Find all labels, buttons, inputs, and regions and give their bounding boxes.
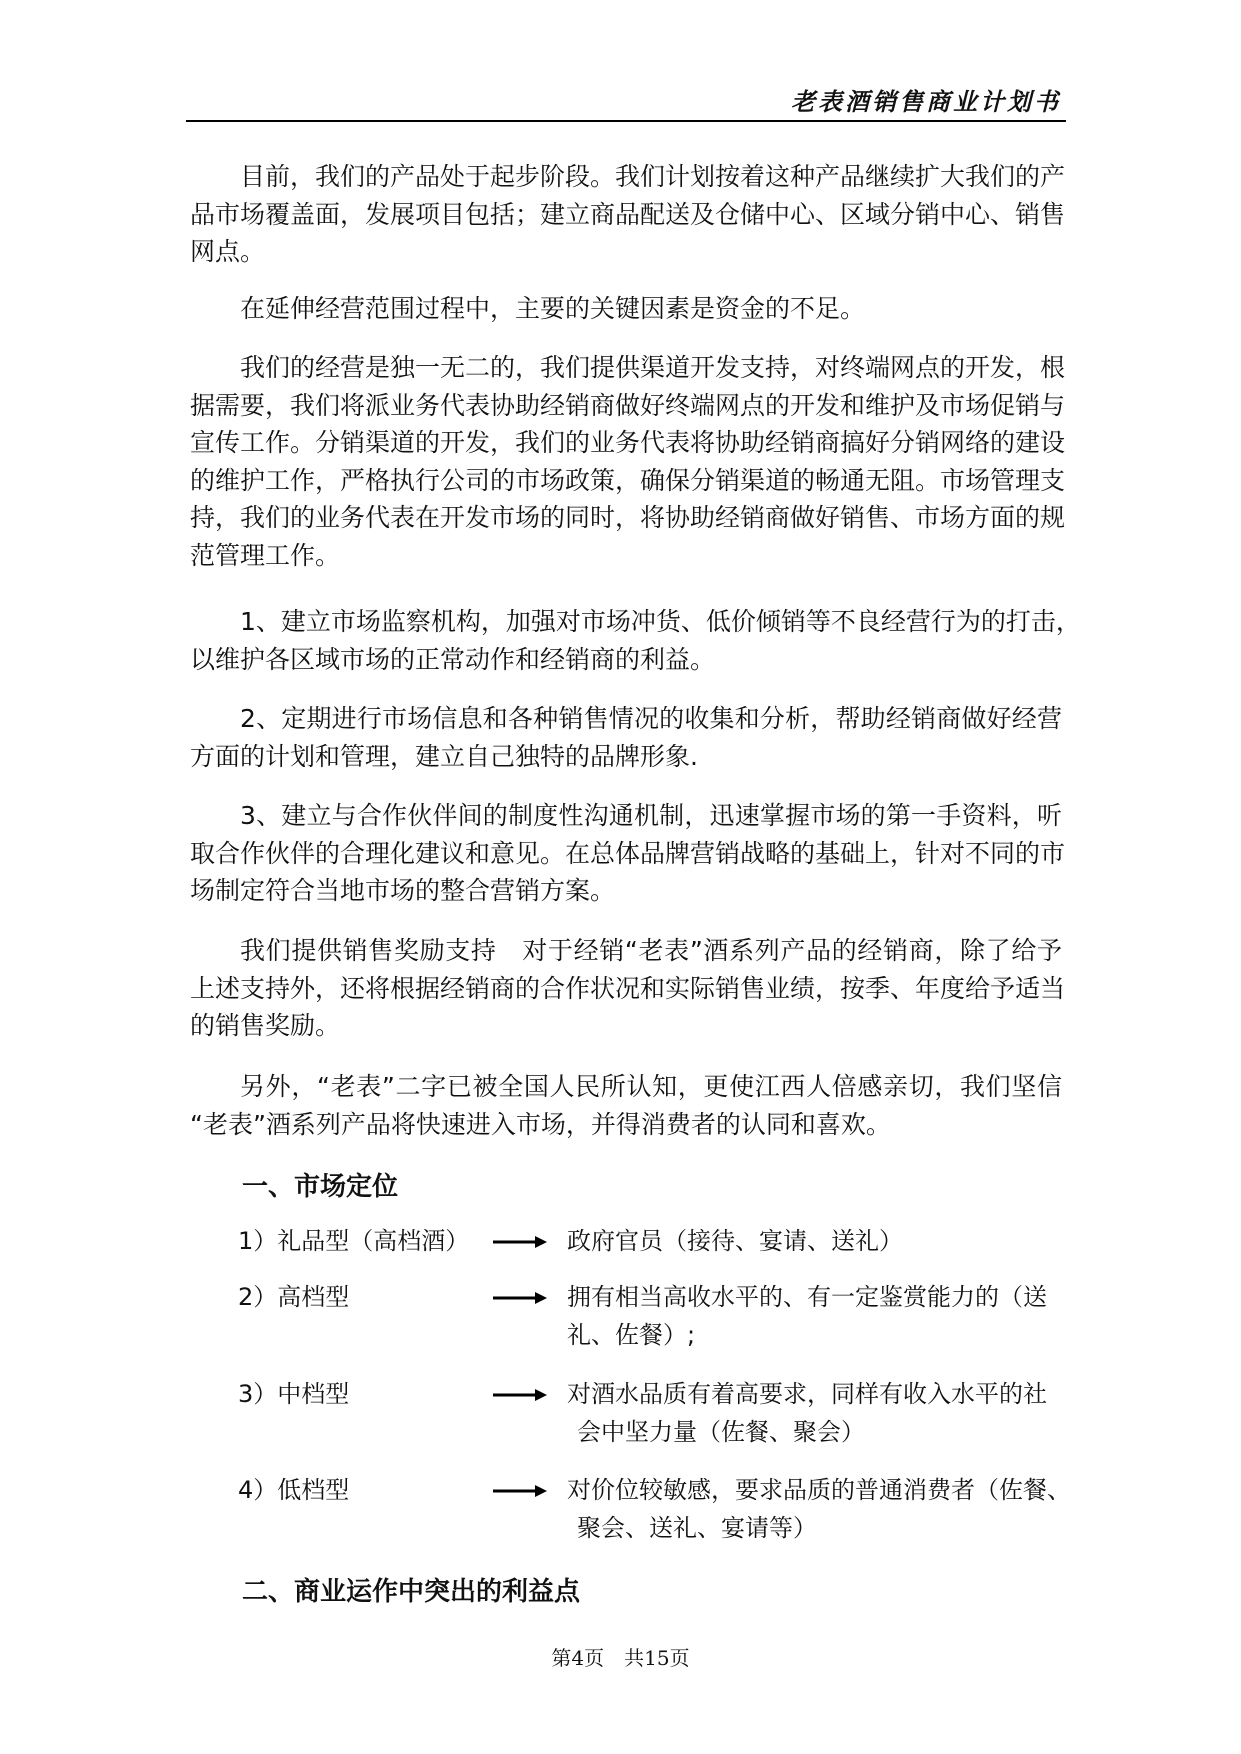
positioning-label: 3）中档型	[238, 1380, 350, 1408]
paragraph-line: 据需要，我们将派业务代表协助经销商做好终端网点的开发和维护及市场促销与	[190, 390, 1066, 420]
paragraph-line: 目前，我们的产品处于起步阶段。我们计划按着这种产品继续扩大我们的产	[240, 162, 1066, 191]
positioning-description: 对酒水品质有着高要求，同样有收入水平的社	[567, 1380, 1047, 1408]
paragraph-line: 网点。	[190, 237, 266, 266]
paragraph-line: 宣传工作。分销渠道的开发，我们的业务代表将协助经销商搞好分销网络的建设	[190, 428, 1066, 457]
paragraph-line: 以维护各区域市场的正常动作和经销商的利益。	[190, 644, 716, 674]
paragraph	[190, 797, 1066, 910]
positioning-description: 对价位较敏感，要求品质的普通消费者（佐餐、	[567, 1476, 1071, 1504]
paragraph-line: 场制定符合当地市场的整合营销方案。	[190, 876, 616, 905]
positioning-description: 聚会、送礼、宴请等）	[577, 1513, 817, 1542]
paragraph-line: 持，我们的业务代表在开发市场的同时，将协助经销商做好销售、市场方面的规	[190, 503, 1066, 532]
positioning-label: 4）低档型	[238, 1476, 350, 1504]
positioning-label: 1）礼品型（高档酒）	[238, 1227, 470, 1255]
arrow-right-icon	[493, 1388, 547, 1402]
paragraph	[190, 158, 1066, 271]
header-rule	[186, 120, 1066, 122]
paragraph-line: 取合作伙伴的合理化建议和意见。在总体品牌营销战略的基础上，针对不同的市	[190, 838, 1066, 868]
paragraph-line: 在延伸经营范围过程中，主要的关键因素是资金的不足。	[240, 294, 866, 323]
positioning-description: 拥有相当高收水平的、有一定鉴赏能力的（送	[567, 1283, 1047, 1311]
paragraph	[190, 603, 1081, 678]
page-footer: 第4页 共15页	[551, 1646, 690, 1670]
paragraph-line: 上述支持外，还将根据经销商的合作状况和实际销售业绩，按季、年度给予适当	[190, 973, 1066, 1003]
paragraph-line: 我们的经营是独一无二的，我们提供渠道开发支持，对终端网点的开发，根	[240, 353, 1066, 382]
paragraph	[190, 290, 1062, 328]
paragraph	[190, 349, 1066, 574]
paragraph-line: 方面的计划和管理，建立自己独特的品牌形象.	[190, 741, 698, 771]
positioning-label: 2）高档型	[238, 1283, 350, 1311]
paragraph	[190, 700, 1062, 775]
section-heading-business-benefits: 二、商业运作中突出的利益点	[242, 1577, 581, 1607]
arrow-right-icon	[493, 1291, 547, 1305]
paragraph	[190, 932, 1066, 1045]
positioning-description: 礼、佐餐）;	[567, 1320, 696, 1349]
paragraph-line: 3、建立与合作伙伴间的制度性沟通机制，迅速掌握市场的第一手资料，听	[240, 801, 1063, 830]
paragraph	[190, 1068, 1062, 1143]
paragraph-line: 另外，“老表”二字已被全国人民所认知，更使江西人倍感亲切，我们坚信	[240, 1072, 1063, 1101]
arrow-right-icon	[493, 1235, 547, 1249]
section-heading-market-positioning: 一、市场定位	[242, 1172, 399, 1202]
paragraph-line: “老表”酒系列产品将快速进入市场，并得消费者的认同和喜欢。	[190, 1109, 891, 1139]
paragraph-line: 2、定期进行市场信息和各种销售情况的收集和分析，帮助经销商做好经营	[240, 704, 1063, 733]
paragraph-line: 的维护工作，严格执行公司的市场政策，确保分销渠道的畅通无阻。市场管理支	[190, 465, 1066, 495]
arrow-right-icon	[493, 1484, 547, 1498]
paragraph-line: 1、建立市场监察机构，加强对市场冲货、低价倾销等不良经营行为的打击，	[240, 607, 1081, 636]
positioning-description: 政府官员（接待、宴请、送礼）	[567, 1227, 903, 1255]
paragraph-line: 品市场覆盖面，发展项目包括；建立商品配送及仓储中心、区域分销中心、销售	[190, 199, 1066, 229]
paragraph-line: 范管理工作。	[190, 540, 341, 570]
paragraph-line: 我们提供销售奖励支持 对于经销“老表”酒系列产品的经销商，除了给予	[240, 936, 1063, 965]
document-header-title: 老表酒销售商业计划书	[791, 87, 1061, 116]
paragraph-line: 的销售奖励。	[190, 1011, 341, 1040]
positioning-description: 会中坚力量（佐餐、聚会）	[577, 1417, 865, 1446]
